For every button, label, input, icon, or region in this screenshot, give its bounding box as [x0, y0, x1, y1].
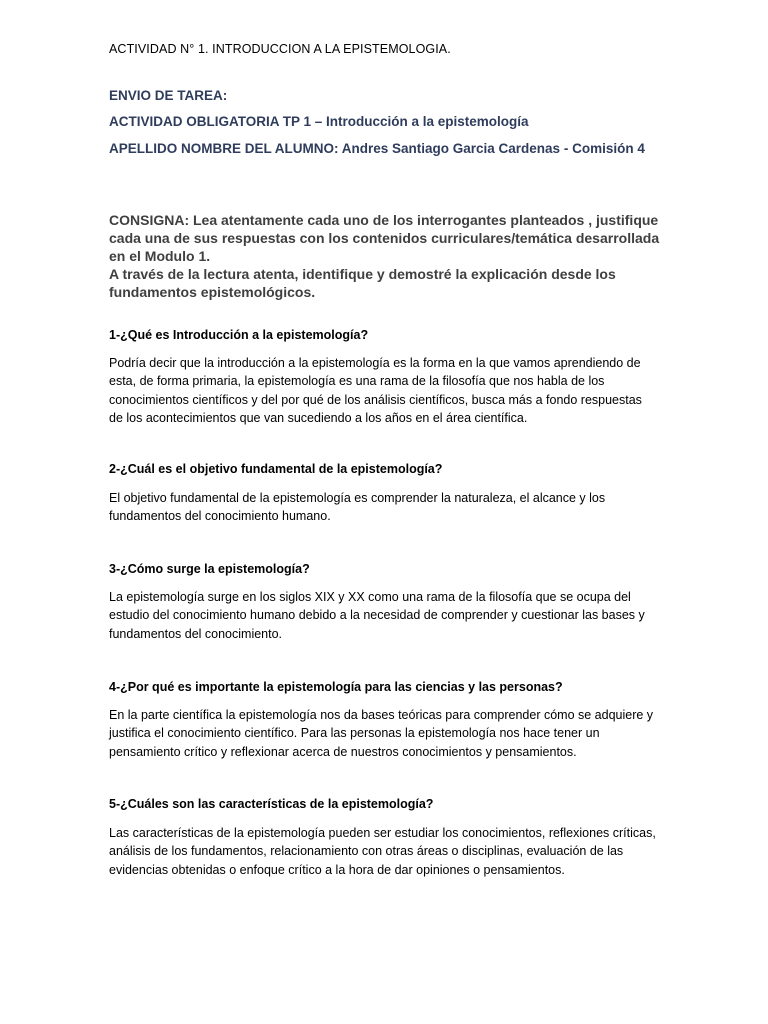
- envio-heading: ENVIO DE TAREA:: [109, 88, 228, 103]
- consigna-paragraph-1: CONSIGNA: Lea atentamente cada uno de los interrogantes planteados , justifique cada una de sus respuestas con los contenidos curriculares/temática desarrollada en el Modulo 1.: [109, 212, 660, 264]
- question-3: 3-¿Cómo surge la epistemología?: [109, 562, 310, 576]
- answer-3: La epistemología surge en los siglos XIX y XX como una rama de la filosofía que se ocupa del estudio del conocimiento humano debido a la necesidad de comprender y cuestionar las bases y fundamentos del conocimiento.: [109, 590, 645, 641]
- alumno-heading: APELLIDO NOMBRE DEL ALUMNO: Andres Santiago Garcia Cardenas - Comisión 4: [109, 141, 645, 156]
- actividad-heading: ACTIVIDAD OBLIGATORIA TP 1 – Introducción a la epistemología: [109, 114, 529, 129]
- question-1: 1-¿Qué es Introducción a la epistemología?: [109, 328, 369, 342]
- consigna-block: [109, 211, 669, 301]
- answer-5: Las características de la epistemología pueden ser estudiar los conocimientos, reflexiones críticas, análisis de los fundamentos, relacionamiento con otras áreas o disciplinas, evaluación de las evidencias obtenidas o enfoque crítico a la hora de dar opiniones o pensamientos.: [109, 826, 656, 877]
- question-2: 2-¿Cuál es el objetivo fundamental de la epistemología?: [109, 462, 443, 476]
- document-title: ACTIVIDAD N° 1. INTRODUCCION A LA EPISTEMOLOGIA.: [109, 42, 451, 56]
- consigna-paragraph-2: A través de la lectura atenta, identifique y demostré la explicación desde los fundamentos epistemológicos.: [109, 266, 616, 300]
- question-4: 4-¿Por qué es importante la epistemología para las ciencias y las personas?: [109, 680, 563, 694]
- question-5: 5-¿Cuáles son las características de la epistemología?: [109, 797, 434, 811]
- answer-1: Podría decir que la introducción a la epistemología es la forma en la que vamos aprendiendo de esta, de forma primaria, la epistemología es una rama de la filosofía que nos habla de los conocimientos científicos y del por qué de los análisis científicos, busca más a fondo respuestas de los acontecimientos que van sucediendo a los años en el área científica.: [109, 356, 642, 425]
- answer-4: En la parte científica la epistemología nos da bases teóricas para comprender cómo se adquiere y justifica el conocimiento científico. Para las personas la epistemología nos hace tener un pensamiento crítico y reflexionar acerca de nuestros conocimientos y pensamientos.: [109, 708, 654, 759]
- answer-2: El objetivo fundamental de la epistemología es comprender la naturaleza, el alcance y los fundamentos del conocimiento humano.: [109, 491, 606, 524]
